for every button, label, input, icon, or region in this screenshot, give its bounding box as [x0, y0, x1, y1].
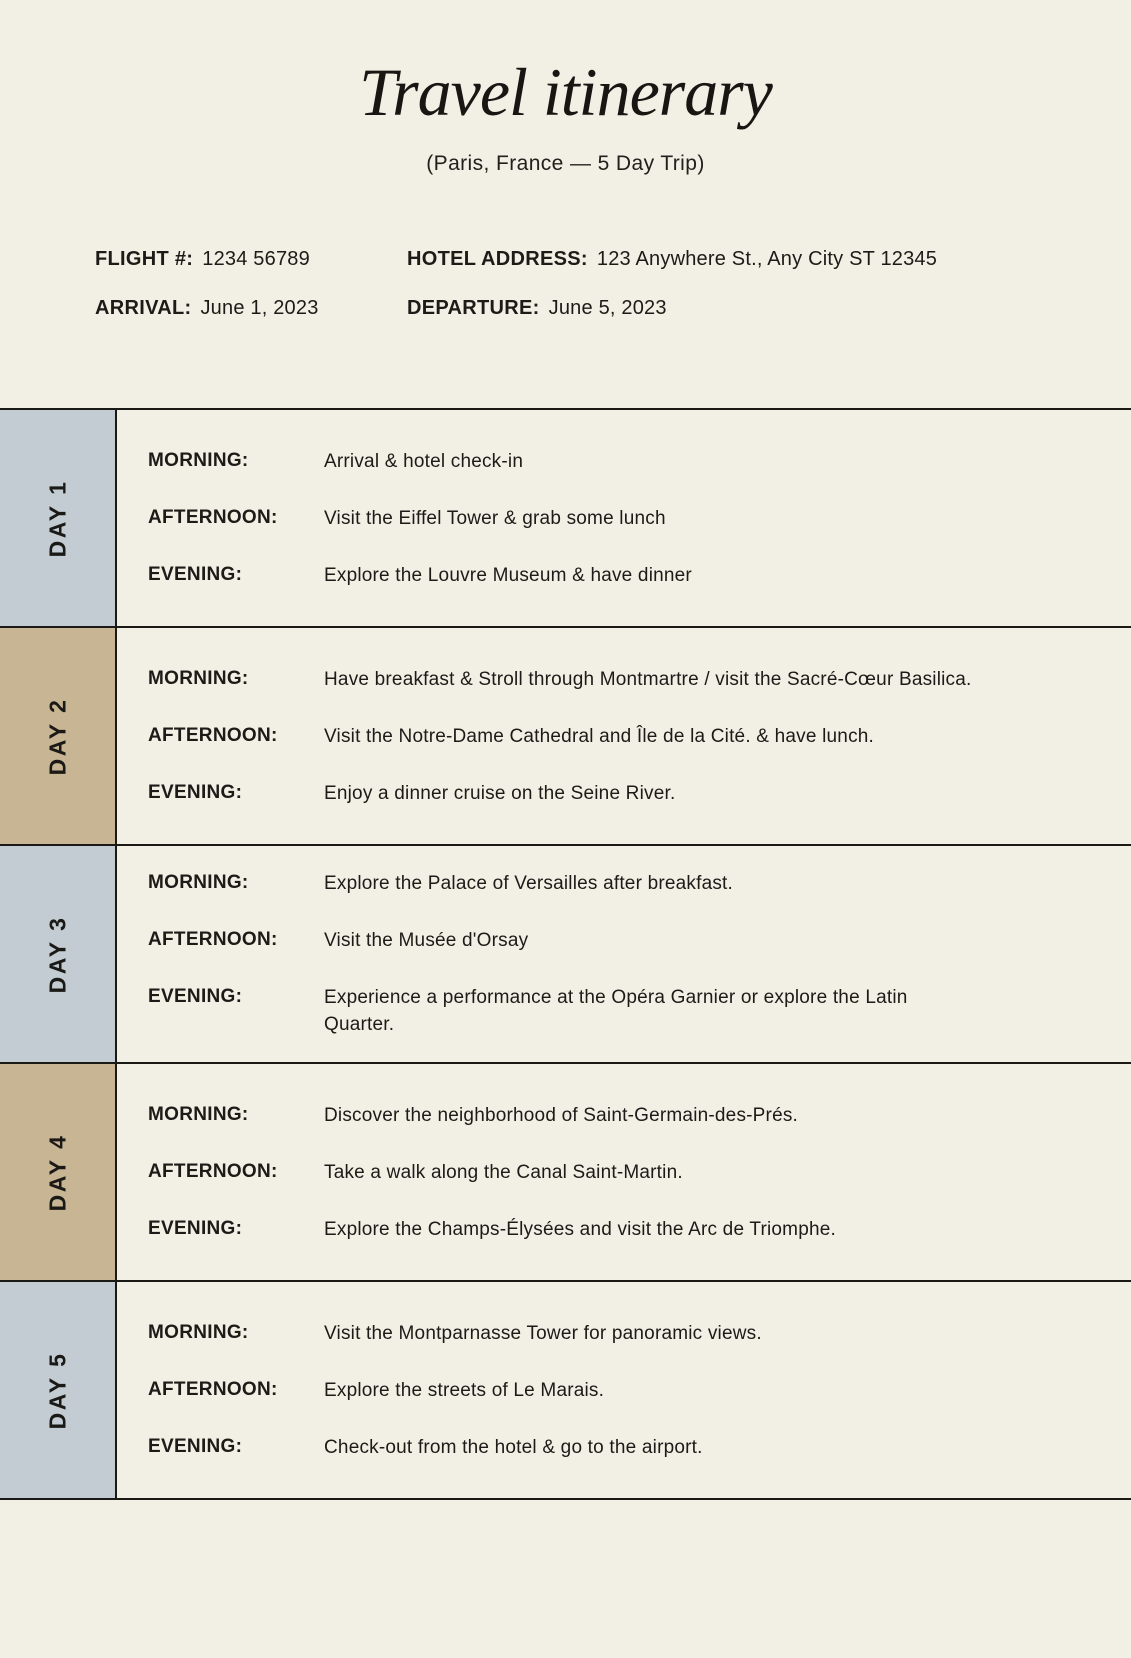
day-label: DAY 2: [44, 697, 70, 775]
time-of-day-label: MORNING:: [148, 872, 249, 893]
day-label-cell: [0, 1282, 117, 1498]
day-label-cell: [0, 410, 117, 626]
activity-text: Explore the Louvre Museum & have dinner: [324, 564, 692, 586]
activity-slot: [148, 505, 1091, 532]
hotel-address-value: 123 Anywhere St., Any City ST 12345: [596, 248, 938, 270]
day-row: [0, 846, 1131, 1064]
activity-slot: [148, 1377, 1091, 1404]
activity-text: Explore the Palace of Versailles after breakfast.: [324, 873, 734, 894]
flight-number-value: 1234 56789: [202, 248, 310, 270]
time-of-day-label: AFTERNOON:: [148, 506, 278, 528]
activity-slot: [148, 780, 1091, 807]
time-of-day-label: EVENING:: [148, 1435, 243, 1457]
activity-slot: [148, 984, 1091, 1038]
activity-slot: [148, 870, 1091, 897]
time-of-day-label: EVENING:: [148, 781, 243, 803]
day-activities: [117, 846, 1131, 1062]
time-of-day-label: MORNING:: [148, 667, 249, 689]
activity-text: Visit the Musée d'Orsay: [324, 930, 529, 951]
trip-info: [95, 248, 1131, 320]
activity-slot: [148, 1159, 1091, 1186]
activity-text: Take a walk along the Canal Saint-Martin.: [324, 1161, 683, 1183]
hotel-address: [407, 248, 1131, 271]
activity-text: Discover the neighborhood of Saint-Germain-des-Prés.: [324, 1104, 799, 1126]
time-of-day-label: MORNING:: [148, 1321, 249, 1343]
day-label: DAY 3: [44, 915, 70, 993]
time-of-day-label: AFTERNOON:: [148, 1160, 278, 1182]
activity-slot: [148, 927, 1091, 954]
departure-date-label: DEPARTURE:: [407, 297, 540, 319]
activity-text: Visit the Montparnasse Tower for panoramic views.: [324, 1322, 762, 1344]
itinerary-table: [0, 408, 1131, 1500]
day-activities: [117, 628, 1131, 844]
activity-slot: [148, 723, 1091, 750]
hotel-address-label: HOTEL ADDRESS:: [407, 248, 588, 270]
day-label: DAY 4: [44, 1133, 70, 1211]
activity-slot: [148, 666, 1091, 693]
day-label-cell: [0, 628, 117, 844]
activity-slot: [148, 1320, 1091, 1347]
day-activities: [117, 1282, 1131, 1498]
day-label: DAY 1: [44, 479, 70, 557]
activity-text: Visit the Eiffel Tower & grab some lunch: [324, 507, 666, 529]
page-title: Travel itinerary: [359, 54, 772, 130]
time-of-day-label: EVENING:: [148, 1217, 243, 1239]
activity-slot: [148, 1434, 1091, 1461]
time-of-day-label: MORNING:: [148, 1103, 249, 1125]
departure-date-value: June 5, 2023: [548, 297, 667, 319]
day-row: [0, 410, 1131, 628]
day-row: [0, 1064, 1131, 1282]
activity-slot: [148, 1102, 1091, 1129]
activity-text: Explore the Champs-Élysées and visit the Arc de Triomphe.: [324, 1218, 836, 1240]
activity-text: Visit the Notre-Dame Cathedral and Île de la Cité. & have lunch.: [324, 725, 875, 747]
day-activities: [117, 410, 1131, 626]
time-of-day-label: AFTERNOON:: [148, 1378, 278, 1400]
page-subtitle: (Paris, France — 5 Day Trip): [426, 152, 705, 175]
day-row: [0, 628, 1131, 846]
flight-number-label: FLIGHT #:: [95, 248, 194, 270]
day-row: [0, 1282, 1131, 1500]
arrival-date-value: June 1, 2023: [200, 297, 319, 319]
time-of-day-label: EVENING:: [148, 563, 243, 585]
flight-number: [95, 248, 407, 271]
time-of-day-label: AFTERNOON:: [148, 724, 278, 746]
day-activities: [117, 1064, 1131, 1280]
activity-slot: [148, 448, 1091, 475]
activity-slot: [148, 1216, 1091, 1243]
arrival-date: [95, 297, 407, 320]
time-of-day-label: AFTERNOON:: [148, 929, 278, 950]
arrival-date-label: ARRIVAL:: [95, 297, 192, 319]
activity-text: Have breakfast & Stroll through Montmartre / visit the Sacré-Cœur Basilica.: [324, 668, 972, 690]
activity-text: Enjoy a dinner cruise on the Seine River.: [324, 782, 676, 804]
activity-text: Arrival & hotel check-in: [324, 450, 524, 472]
day-label-cell: [0, 1064, 117, 1280]
activity-text: Check-out from the hotel & go to the airport.: [324, 1436, 703, 1458]
departure-date: [407, 297, 1131, 320]
day-label: DAY 5: [44, 1351, 70, 1429]
activity-text: Explore the streets of Le Marais.: [324, 1379, 605, 1401]
time-of-day-label: EVENING:: [148, 986, 243, 1007]
activity-slot: [148, 562, 1091, 589]
time-of-day-label: MORNING:: [148, 449, 249, 471]
day-label-cell: [0, 846, 117, 1062]
activity-text: Experience a performance at the Opéra Garnier or explore the Latin Quarter.: [324, 987, 908, 1035]
